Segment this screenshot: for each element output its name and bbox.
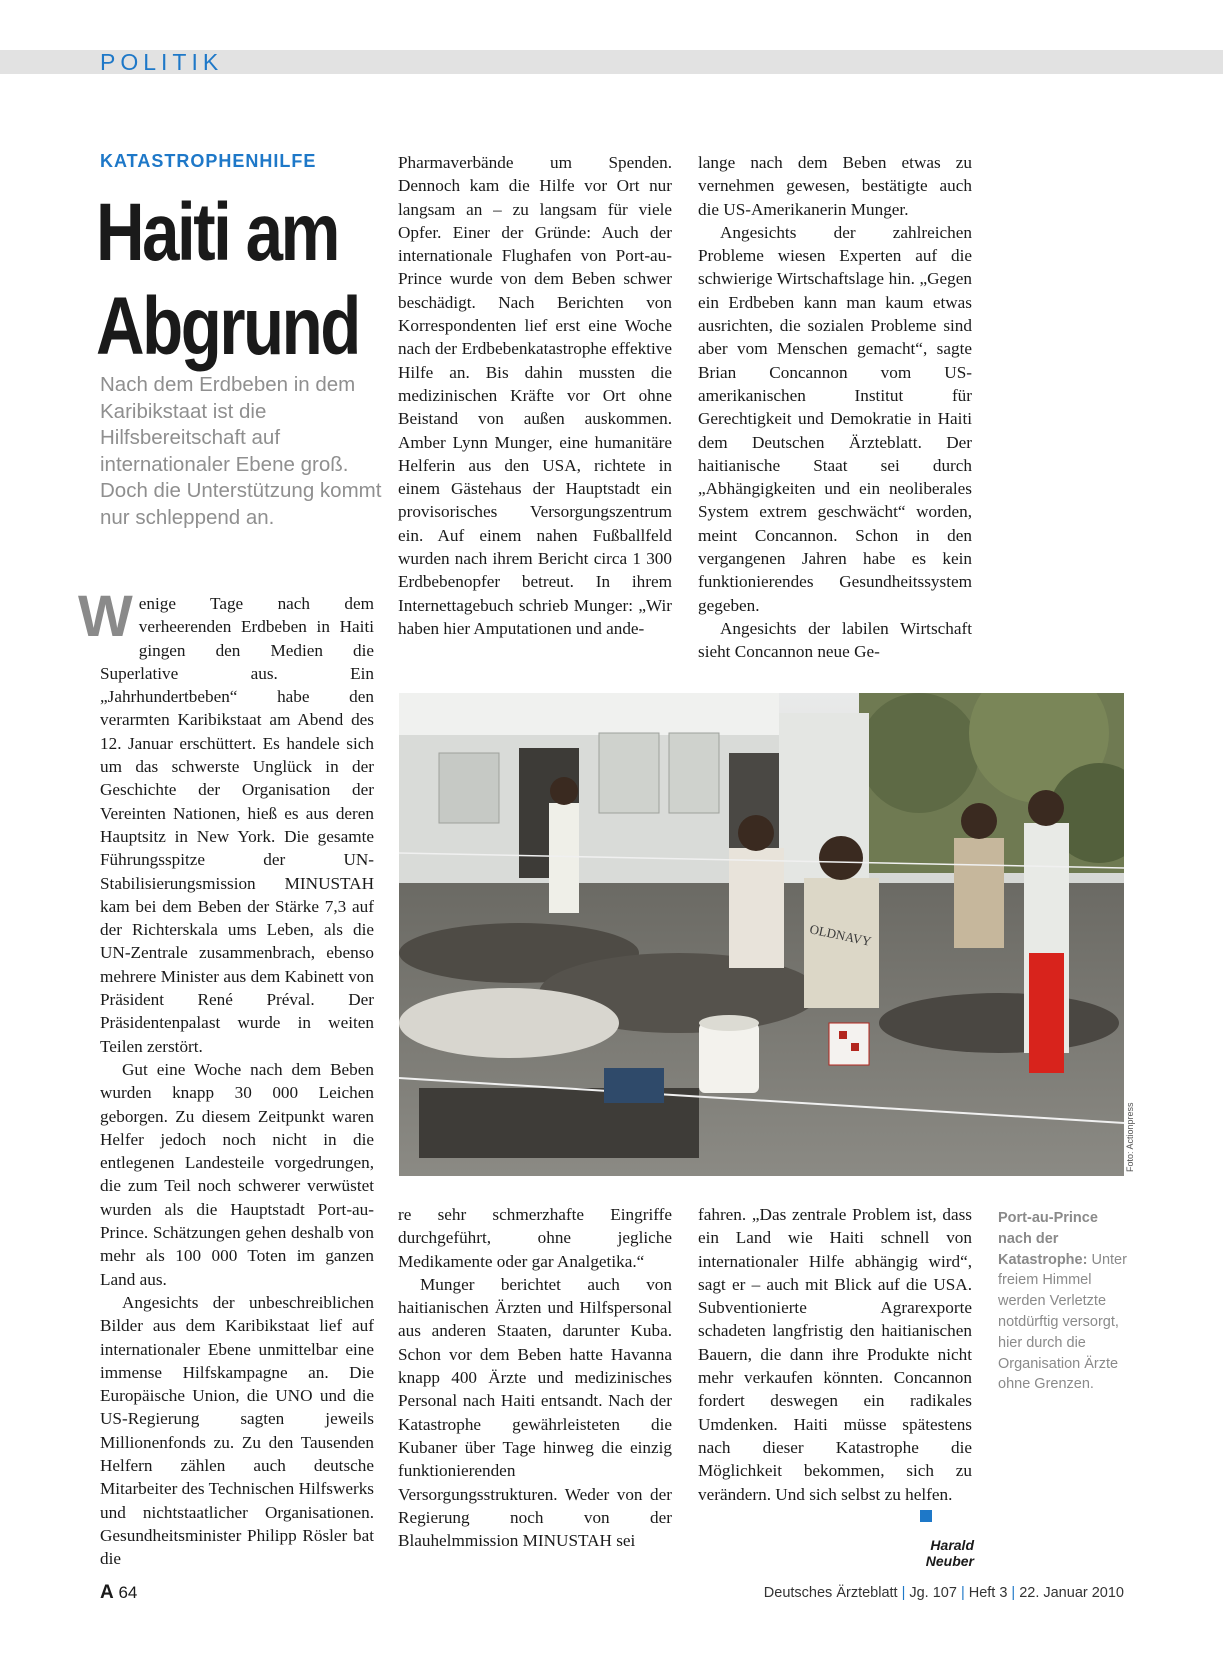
page-prefix: A bbox=[100, 1582, 114, 1603]
paragraph: Gut eine Woche nach dem Beben wurden knapp 30 000 Leichen geborgen. Zu diesem Zeitpunkt waren Helfer jedoch noch nicht in die entlegenen Landesteile vorgedrungen, die zum Teil noch schwerer verwüstet wurden als die Hauptstadt Port-au-Prince. Schätzungen gehen deshalb von mehr als 100 000 Toten im ganzen Land aus. bbox=[100, 1059, 374, 1289]
headline-line-1: Haiti am bbox=[96, 187, 338, 278]
text-column-3-bottom bbox=[698, 1203, 972, 1522]
journal-date: 22. Januar 2010 bbox=[1019, 1585, 1124, 1601]
journal-issue: Heft 3 bbox=[968, 1585, 1008, 1601]
paragraph: Munger berichtet auch von haitianischen Ärzten und Hilfspersonal aus anderen Staaten, darunter Kuba. Schon vor dem Beben hatte Havanna knapp 400 Ärzte und medizinisches Personal nach Haiti entsandt. Nach der Katastrophe gewährleisteten die Kubaner über Tage hinweg die einzig funktionierenden Versorgungsstrukturen. Weder von der Regierung noch von der Blauhelmmission MINUSTAH sei bbox=[398, 1274, 672, 1551]
paragraph: Angesichts der unbeschreiblichen Bilder aus dem Karibikstaat lief auf internationaler Ebene unmittelbar eine immense Hilfskampagne an. Die Europäische Union, die UNO und die US-Regierung sagten jeweils Millionenfonds zu. Zu den Tausenden Helfern zählen auch deutsche Mitarbeiter des Technischen Hilfswerks und nichtstaatlicher Organisationen. Gesundheitsminister Philipp Rösler bat die bbox=[100, 1292, 374, 1569]
caption-title: Port-au-Prince nach der Katastrophe: bbox=[998, 1210, 1098, 1268]
paragraph: Angesichts der labilen Wirtschaft sieht Concannon neue Ge- bbox=[698, 618, 972, 662]
text-column-3-top bbox=[698, 151, 972, 664]
article-headline bbox=[96, 186, 359, 374]
article-author: Harald Neuber bbox=[925, 1537, 974, 1569]
paragraph: re sehr schmerzhafte Eingriffe durchgeführt, ohne jegliche Medikamente oder gar Analgetika.“ bbox=[398, 1205, 672, 1271]
article-lead: Nach dem Erdbeben in dem Karibikstaat ist die Hilfsbereitschaft auf internationaler Ebene groß. Doch die Unterstützung kommt nur schleppend an. bbox=[100, 373, 382, 529]
article-kicker: KATASTROPHENHILFE bbox=[100, 151, 317, 171]
caption-text: Unter freiem Himmel werden Verletzte notdürftig versorgt, hier durch die Organisation Ärzte ohne Grenzen. bbox=[998, 1251, 1127, 1393]
section-label: POLITIK bbox=[100, 49, 224, 75]
drop-cap: W bbox=[78, 584, 133, 649]
end-mark-icon bbox=[920, 1510, 932, 1522]
paragraph: Wenige Tage nach dem verheerenden Erdbeben in Haiti gingen den Medien die Superlative aus. Ein „Jahrhundertbeben“ habe den verarmten Karibikstaat am Abend des 12. Januar erschüttert. Es handele sich um das schwerste Unglück in der Geschichte der Organisation der Vereinten Nationen, hieß es aus deren Hauptsitz in New York. Die gesamte Führungsspitze der UN-Stabilisierungsmission MINUSTAH kam bei dem Beben der Stärke 7,3 auf der Richterskala ums Leben, als die UN-Zentrale zusammenbrach, ebenso mehrere Minister aus dem Kabinett von Präsident René Préval. Der Präsidentenpalast wurde in weiten Teilen zerstört. bbox=[78, 584, 374, 1056]
text-column-2-bottom bbox=[398, 1203, 672, 1552]
photo-credit: Foto: Actionpress bbox=[1125, 1102, 1135, 1172]
footer-separator: | bbox=[901, 1585, 906, 1601]
page-number bbox=[100, 1582, 137, 1604]
article-photo bbox=[399, 693, 1124, 1176]
headline-line-2: Abgrund bbox=[96, 281, 359, 372]
journal-name: Deutsches Ärzteblatt bbox=[763, 1585, 898, 1601]
shirt-text: OLDNAVY bbox=[808, 921, 873, 949]
journal-footer bbox=[764, 1585, 1124, 1601]
photo-illustration bbox=[399, 693, 1124, 1176]
paragraph: lange nach dem Beben etwas zu vernehmen gewesen, bestätigte auch die US-Amerikanerin Munger. bbox=[698, 153, 972, 219]
paragraph: fahren. „Das zentrale Problem ist, dass ein Land wie Haiti schnell von internationaler Hilfe abhängig wird“, sagt er – auch mit Blick auf die USA. Subventionierte Agrarexporte schadeten langfristig den haitianischen Bauern, die dann ihre Produkte nicht mehr verkaufen könnten. Concannon fordert deswegen ein radikales Umdenken. Haiti müsse spätestens nach dieser Katastrophe die Möglichkeit bekommen, sich zu verändern. Und sich selbst zu helfen. bbox=[698, 1203, 972, 1506]
text-column-1 bbox=[78, 584, 374, 1570]
paragraph: Pharmaverbände um Spenden. Dennoch kam die Hilfe vor Ort nur langsam an – zu langsam für viele Opfer. Einer der Gründe: Auch der internationale Flughafen von Port-au-Prince wurde von dem Beben schwer beschädigt. Nach Berichten von Korrespondenten lief erst eine Woche nach der Erdbebenkatastrophe effektive Hilfe an. Bis dahin mussten die medizinischen Kräfte vor Ort ohne Beistand von außen auskommen. Amber Lynn Munger, eine humanitäre Helferin aus den USA, richtete in einem Gästehaus der Hauptstadt ein provisorisches Versorgungszentrum ein. Auf einem nahen Fußballfeld wurden nach ihrem Bericht circa 1 300 Erdbebenopfer betreut. In ihrem Internettagebuch schrieb Munger: „Wir haben hier Amputationen und ande- bbox=[398, 153, 672, 638]
paragraph: Angesichts der zahlreichen Probleme wiesen Experten auf die schwierige Wirtschaftslage hin. „Gegen ein Erdbeben kann man kaum etwas ausrichten, die sozialen Probleme sind aber vom Menschen gemacht“, sagte Brian Concannon vom US-amerikanischen Institut für Gerechtigkeit und Demokratie in Haiti dem Deutschen Ärzteblatt. Der haitianische Staat sei durch „Abhängigkeiten und ein neoliberales System extrem geschwächt“ worden, meint Concannon. Schon in den vergangenen Jahren habe es kein funktionierendes Gesundheitssystem gegeben. bbox=[698, 222, 972, 615]
page-number-value: 64 bbox=[118, 1583, 138, 1602]
footer-separator: | bbox=[960, 1585, 965, 1601]
footer-separator: | bbox=[1011, 1585, 1016, 1601]
journal-volume: Jg. 107 bbox=[909, 1585, 957, 1601]
text-column-2-top bbox=[398, 151, 672, 640]
photo-caption bbox=[998, 1208, 1128, 1395]
